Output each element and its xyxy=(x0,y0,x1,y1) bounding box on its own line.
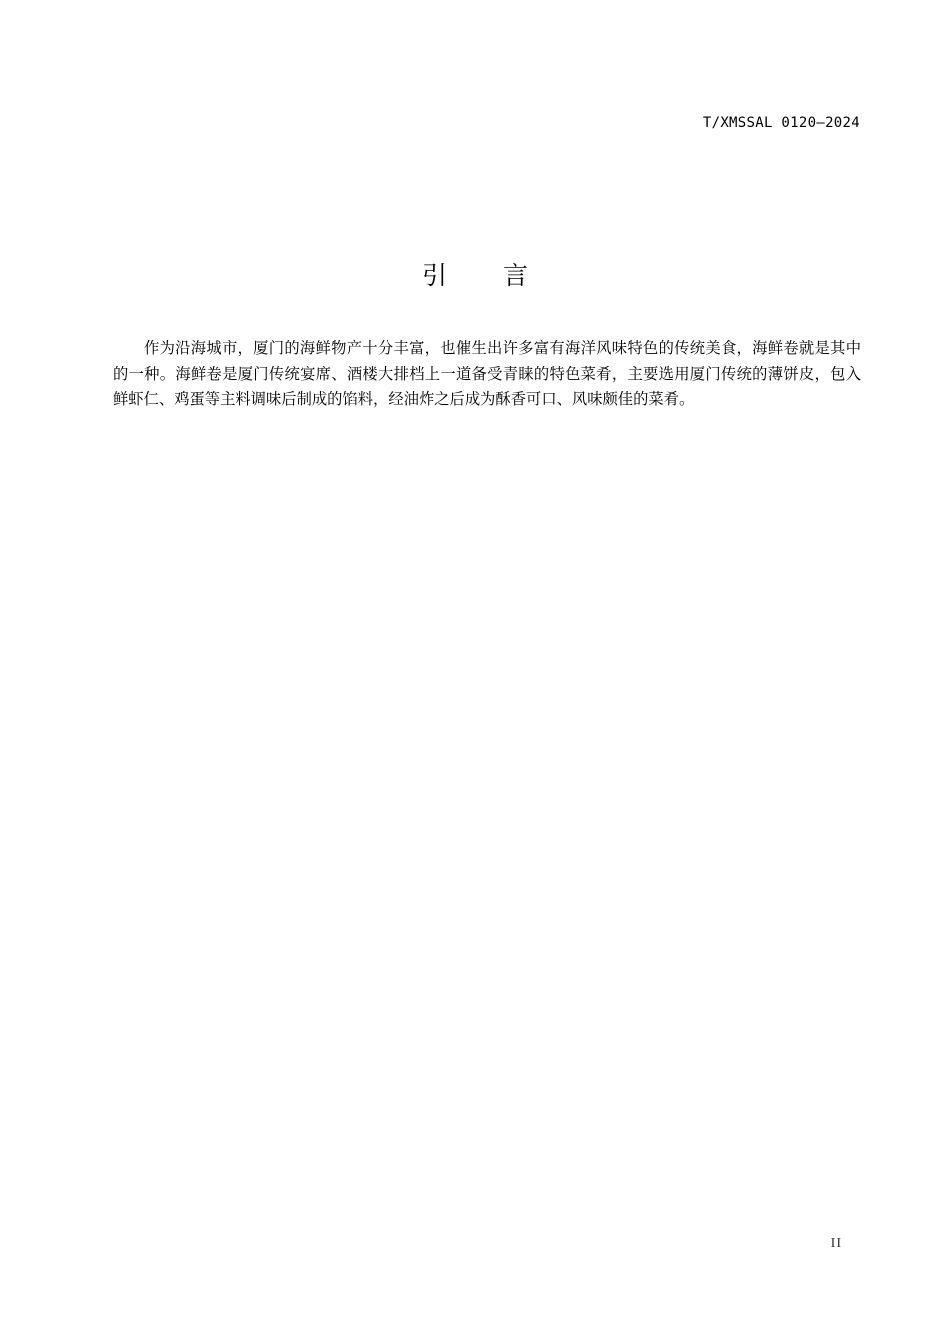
introduction-paragraph: 作为沿海城市，厦门的海鲜物产十分丰富，也催生出许多富有海洋风味特色的传统美食，海鲜卷就是其中的一种。海鲜卷是厦门传统宴席、酒楼大排档上一道备受青睐的特色菜肴，主要选用厦门传统的薄饼皮，包入鲜虾仁、鸡蛋等主料调味后制成的馅料，经油炸之后成为酥香可口、风味颇佳的菜肴。 xyxy=(113,339,861,408)
section-title: 引言 xyxy=(421,261,584,290)
page-number: II xyxy=(830,1236,842,1251)
standard-code: T/XMSSAL 0120—2024 xyxy=(702,115,860,131)
